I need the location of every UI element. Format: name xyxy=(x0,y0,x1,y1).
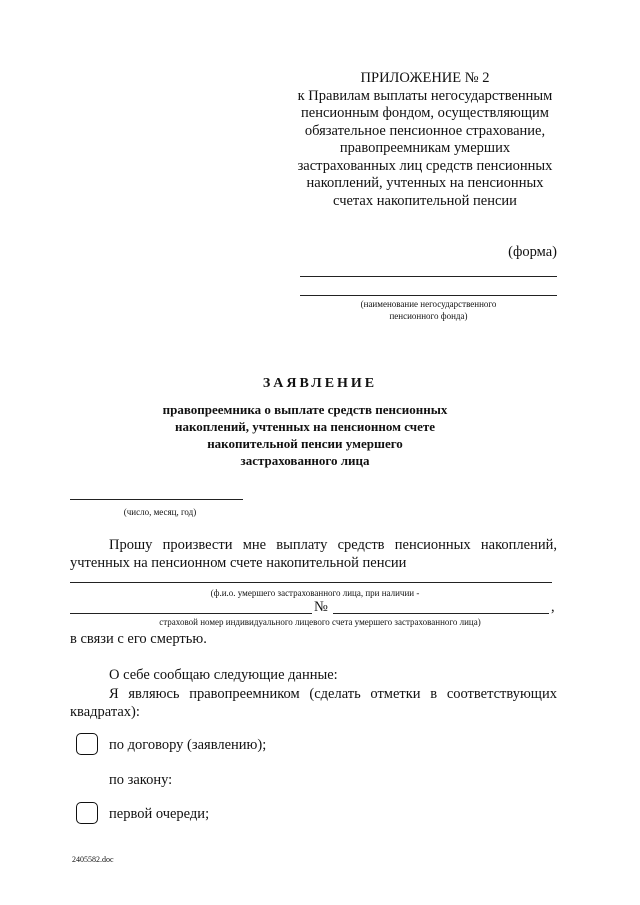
snils-line-right[interactable] xyxy=(333,613,549,614)
fund-caption-line: пенсионного фонда) xyxy=(389,311,468,321)
first-order-checkbox[interactable] xyxy=(76,802,98,824)
appendix-title: ПРИЛОЖЕНИЕ № 2 xyxy=(360,70,490,86)
appendix-line: правопреемникам умерших xyxy=(339,140,511,156)
fund-caption-line: (наименование негосударственного xyxy=(360,299,497,309)
comma: , xyxy=(551,599,555,615)
subheading-line: накоплений, учтенных на пенсионном счете xyxy=(174,419,436,434)
fio-caption: (ф.и.о. умершего застрахованного лица, при наличии - xyxy=(210,588,420,598)
snils-caption: страховой номер индивидуального лицевого счета умершего застрахованного лица) xyxy=(159,617,481,627)
fio-line[interactable] xyxy=(70,582,552,583)
appendix-line: накоплений, учтенных на пенсионных xyxy=(306,175,544,191)
successor-line-2: квадратах): xyxy=(70,704,140,720)
appendix-line: застрахованных лиц средств пенсионных xyxy=(297,157,553,174)
document-heading: ЗАЯВЛЕНИЕ xyxy=(262,376,378,391)
successor-line-1: Я являюсь правопреемником (сделать отметки в соответствующих xyxy=(109,686,557,702)
subheading-line: накопительной пенсии умершего xyxy=(207,436,403,451)
file-name-footer: 2405582.doc xyxy=(72,855,114,864)
fund-caption xyxy=(300,298,557,322)
subheading-line: застрахованного лица xyxy=(240,453,370,468)
appendix-block xyxy=(280,70,570,210)
about-self: О себе сообщаю следующие данные: xyxy=(109,667,338,683)
form-label: (форма) xyxy=(508,244,557,260)
appendix-line: счетах накопительной пенсии xyxy=(333,192,517,209)
appendix-line: обязательное пенсионное страхование, xyxy=(304,122,546,139)
subheading-line: правопреемника о выплате средств пенсионных xyxy=(162,402,448,417)
document-subheading xyxy=(140,401,470,469)
date-line[interactable] xyxy=(70,499,243,500)
snils-line-left[interactable] xyxy=(70,613,312,614)
death-text: в связи с его смертью. xyxy=(70,631,207,647)
appendix-line: к Правилам выплаты негосударственным xyxy=(297,87,553,104)
fund-name-line-2[interactable] xyxy=(300,295,557,296)
option-contract: по договору (заявлению); xyxy=(109,737,267,753)
request-line-1: Прошу произвести мне выплату средств пенсионных накоплений, xyxy=(109,537,557,553)
request-line-2: учтенных на пенсионном счете накопительной пенсии xyxy=(70,555,407,571)
number-sign: № xyxy=(314,599,328,615)
option-first-order: первой очереди; xyxy=(109,806,210,822)
contract-checkbox[interactable] xyxy=(76,733,98,755)
appendix-line: пенсионным фондом, осуществляющим xyxy=(301,105,549,121)
by-law-label: по закону: xyxy=(109,772,173,788)
date-caption: (число, месяц, год) xyxy=(123,507,197,517)
fund-name-line-1[interactable] xyxy=(300,276,557,277)
